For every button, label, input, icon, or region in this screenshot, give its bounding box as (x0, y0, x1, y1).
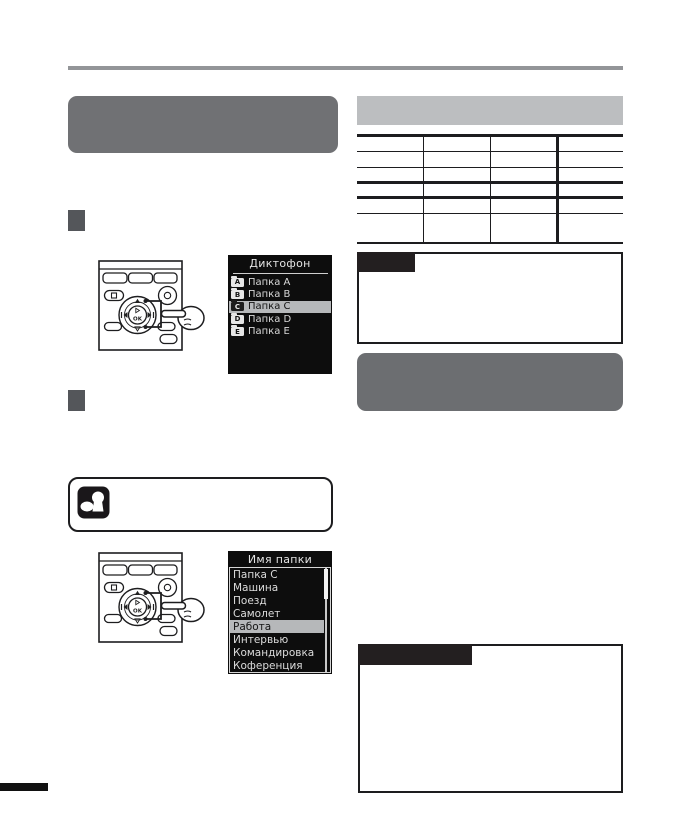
folder-b-icon: B (231, 290, 244, 299)
model-note-tab (358, 644, 472, 665)
list-item-label: Коференция (233, 660, 303, 673)
list-item-label: Интервью (233, 634, 289, 647)
scrollbar-thumb (324, 569, 328, 599)
lcd-screen-folder-name (228, 551, 332, 674)
folder-list (229, 276, 331, 338)
list-item-label: Поезд (233, 594, 267, 607)
list-item (229, 326, 331, 338)
model-note-box (358, 644, 623, 793)
list-item-label: Командировка (233, 647, 315, 660)
list-item-label: Машина (233, 581, 279, 594)
folder-e-icon: E (231, 327, 244, 336)
list-item-selected (230, 620, 324, 633)
list-item (230, 647, 330, 660)
list-item (229, 288, 331, 300)
note-tab (357, 252, 415, 272)
list-item (229, 276, 331, 288)
note-box (357, 252, 623, 344)
list-item (230, 581, 330, 594)
folder-c-icon: C (231, 302, 244, 311)
lcd-screen-title: Диктофон (249, 257, 311, 270)
lcd-screen-title: Имя папки (247, 553, 313, 566)
list-item-label: Папка E (248, 326, 290, 338)
table-column-divider (490, 134, 491, 244)
list-item-label: Работа (233, 620, 272, 633)
list-item-label: Папка B (248, 289, 291, 301)
folder-name-list (229, 567, 331, 673)
list-item-label: Папка C (233, 568, 278, 581)
section-title-box-2 (357, 353, 623, 411)
list-item (230, 633, 330, 646)
step-2-marker (68, 390, 85, 411)
lcd-screen-recorder (228, 255, 332, 374)
table-column-divider (423, 134, 424, 244)
list-item (230, 594, 330, 607)
list-item-label: Папка D (248, 313, 292, 325)
recorder-device-illustration-2 (98, 552, 210, 644)
section-title-box (68, 96, 338, 153)
table-column-divider-thick (556, 134, 559, 244)
tip-box (68, 477, 333, 532)
page-top-rule (68, 66, 623, 70)
list-item-label: Папка C (248, 301, 291, 313)
ok-button-label: OK (133, 316, 142, 323)
recorder-device-illustration-1 (98, 260, 210, 352)
voice-tip-icon (77, 486, 110, 519)
page-edge-marker (0, 783, 48, 791)
list-item (230, 607, 330, 620)
list-item-label: Папка A (248, 276, 291, 288)
folder-d-icon: D (231, 315, 244, 324)
list-item (230, 568, 330, 581)
lcd-title-rule (233, 273, 328, 274)
ok-button-label: OK (133, 608, 142, 615)
list-item (230, 660, 330, 673)
subsection-bar (357, 96, 623, 125)
list-item-selected (229, 301, 331, 313)
step-1-marker (68, 210, 85, 231)
folder-a-icon: A (231, 278, 244, 287)
list-item-label: Самолет (233, 607, 281, 620)
list-item (229, 313, 331, 325)
